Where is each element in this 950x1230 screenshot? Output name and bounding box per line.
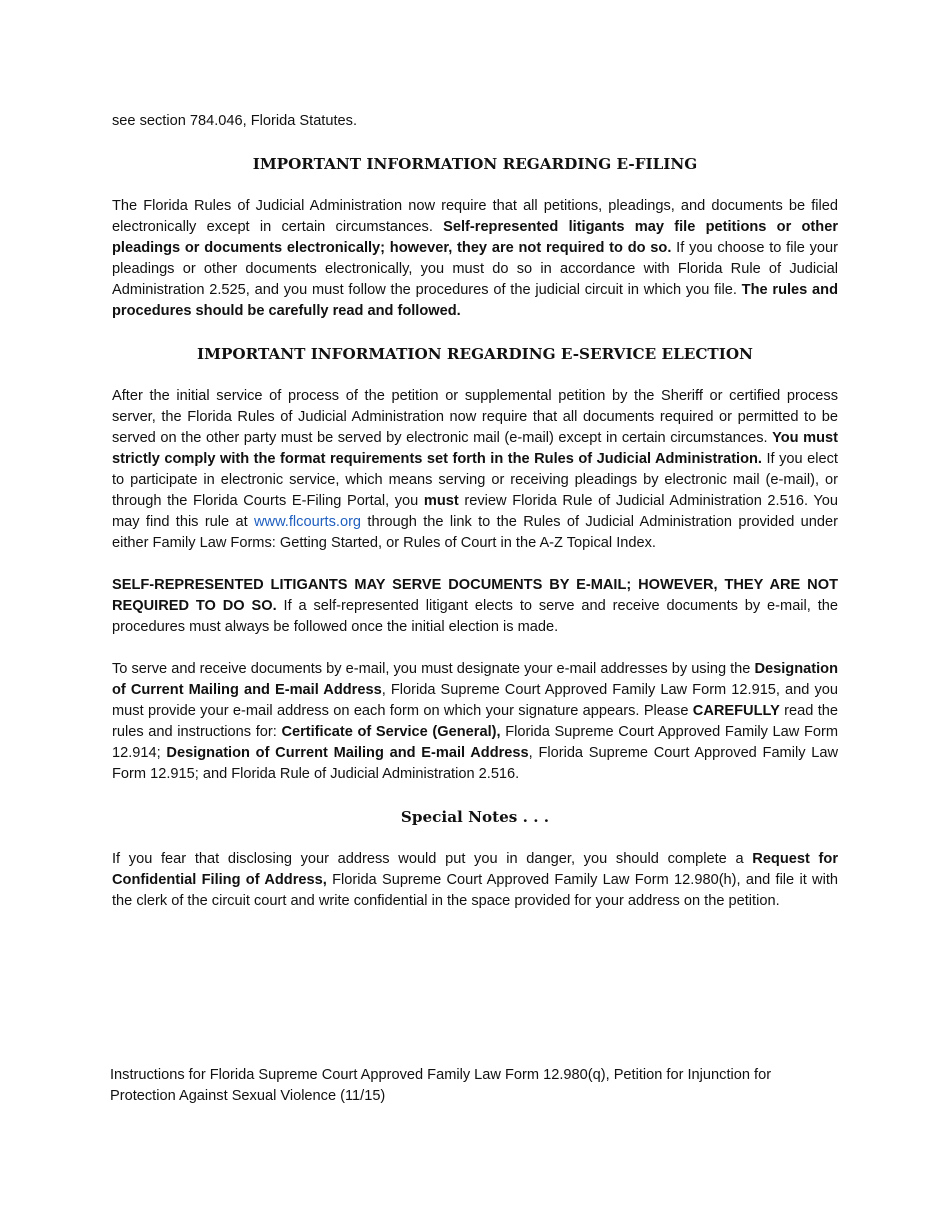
footer-line-1: Instructions for Florida Supreme Court Approved Family Law Form 12.980(q), Petition for Injunction for [110, 1067, 772, 1083]
special-notes-paragraph: If you fear that disclosing your address would put you in danger, you should complete a Request for Confidential Filing of Address, Florida Supreme Court Approved Family Law Form 12.980(h), and file it with the clerk of the circuit court and write confidential in the space provided for your address on the petition. [112, 851, 838, 909]
eservice-paragraph-3: To serve and receive documents by e-mail, you must designate your e-mail addresses by using the Designation of Current Mailing and E-mail Address, Florida Supreme Court Approved Family Law Form 12.915, and you must provide your e-mail address on each form on which your signature appears. Please CAREFULLY read the rules and instructions for: Certificate of Service (General), Florida Supreme Court Approved Family Law Form 12.914; Designation of Current Mailing and E-mail Address, Florida Supreme Court Approved Family Law Form 12.915; and Florida Rule of Judicial Administration 2.516. [112, 661, 838, 782]
special-notes-heading: Special Notes . . . [400, 808, 550, 826]
eservice-paragraph-2: SELF-REPRESENTED LITIGANTS MAY SERVE DOCUMENTS BY E-MAIL; HOWEVER, THEY ARE NOT REQUIRED TO DO SO. If a self-represented litigant elects to serve and receive documents by e-mail, the procedures must always be followed once the initial election is made. [112, 577, 838, 635]
document-body [112, 111, 838, 912]
efiling-paragraph: The Florida Rules of Judicial Administration now require that all petitions, pleadings, and documents be filed electronically except in certain circumstances. Self-represented litigants may file petitions or other pleadings or documents electronically; however, they are not required to do so. If you choose to file your pleadings or other documents electronically, you must do so in accordance with Florida Rule of Judicial Administration 2.525, and you must follow the procedures of the judicial circuit in which you file. The rules and procedures should be carefully read and followed. [112, 198, 838, 319]
form-footer [110, 1065, 850, 1107]
flcourts-link[interactable]: www.flcourts.org [254, 514, 362, 530]
efiling-heading: IMPORTANT INFORMATION REGARDING E-FILING [252, 155, 698, 173]
eservice-heading: IMPORTANT INFORMATION REGARDING E-SERVICE ELECTION [197, 345, 753, 363]
statute-reference: see section 784.046, Florida Statutes. [112, 113, 358, 129]
footer-line-2: Protection Against Sexual Violence (11/15) [110, 1088, 386, 1104]
eservice-paragraph-1: After the initial service of process of the petition or supplemental petition by the Sheriff or certified process server, the Florida Rules of Judicial Administration now require that all documents required or permitted to be served on the other party must be served by electronic mail (e-mail) except in certain circumstances. You must strictly comply with the format requirements set forth in the Rules of Judicial Administration. If you elect to participate in electronic service, which means serving or receiving pleadings by electronic mail (e-mail), or through the Florida Courts E-Filing Portal, you must review Florida Rule of Judicial Administration 2.516. You may find this rule at www.flcourts.org through the link to the Rules of Judicial Administration provided under either Family Law Forms: Getting Started, or Rules of Court in the A-Z Topical Index. [112, 388, 839, 551]
